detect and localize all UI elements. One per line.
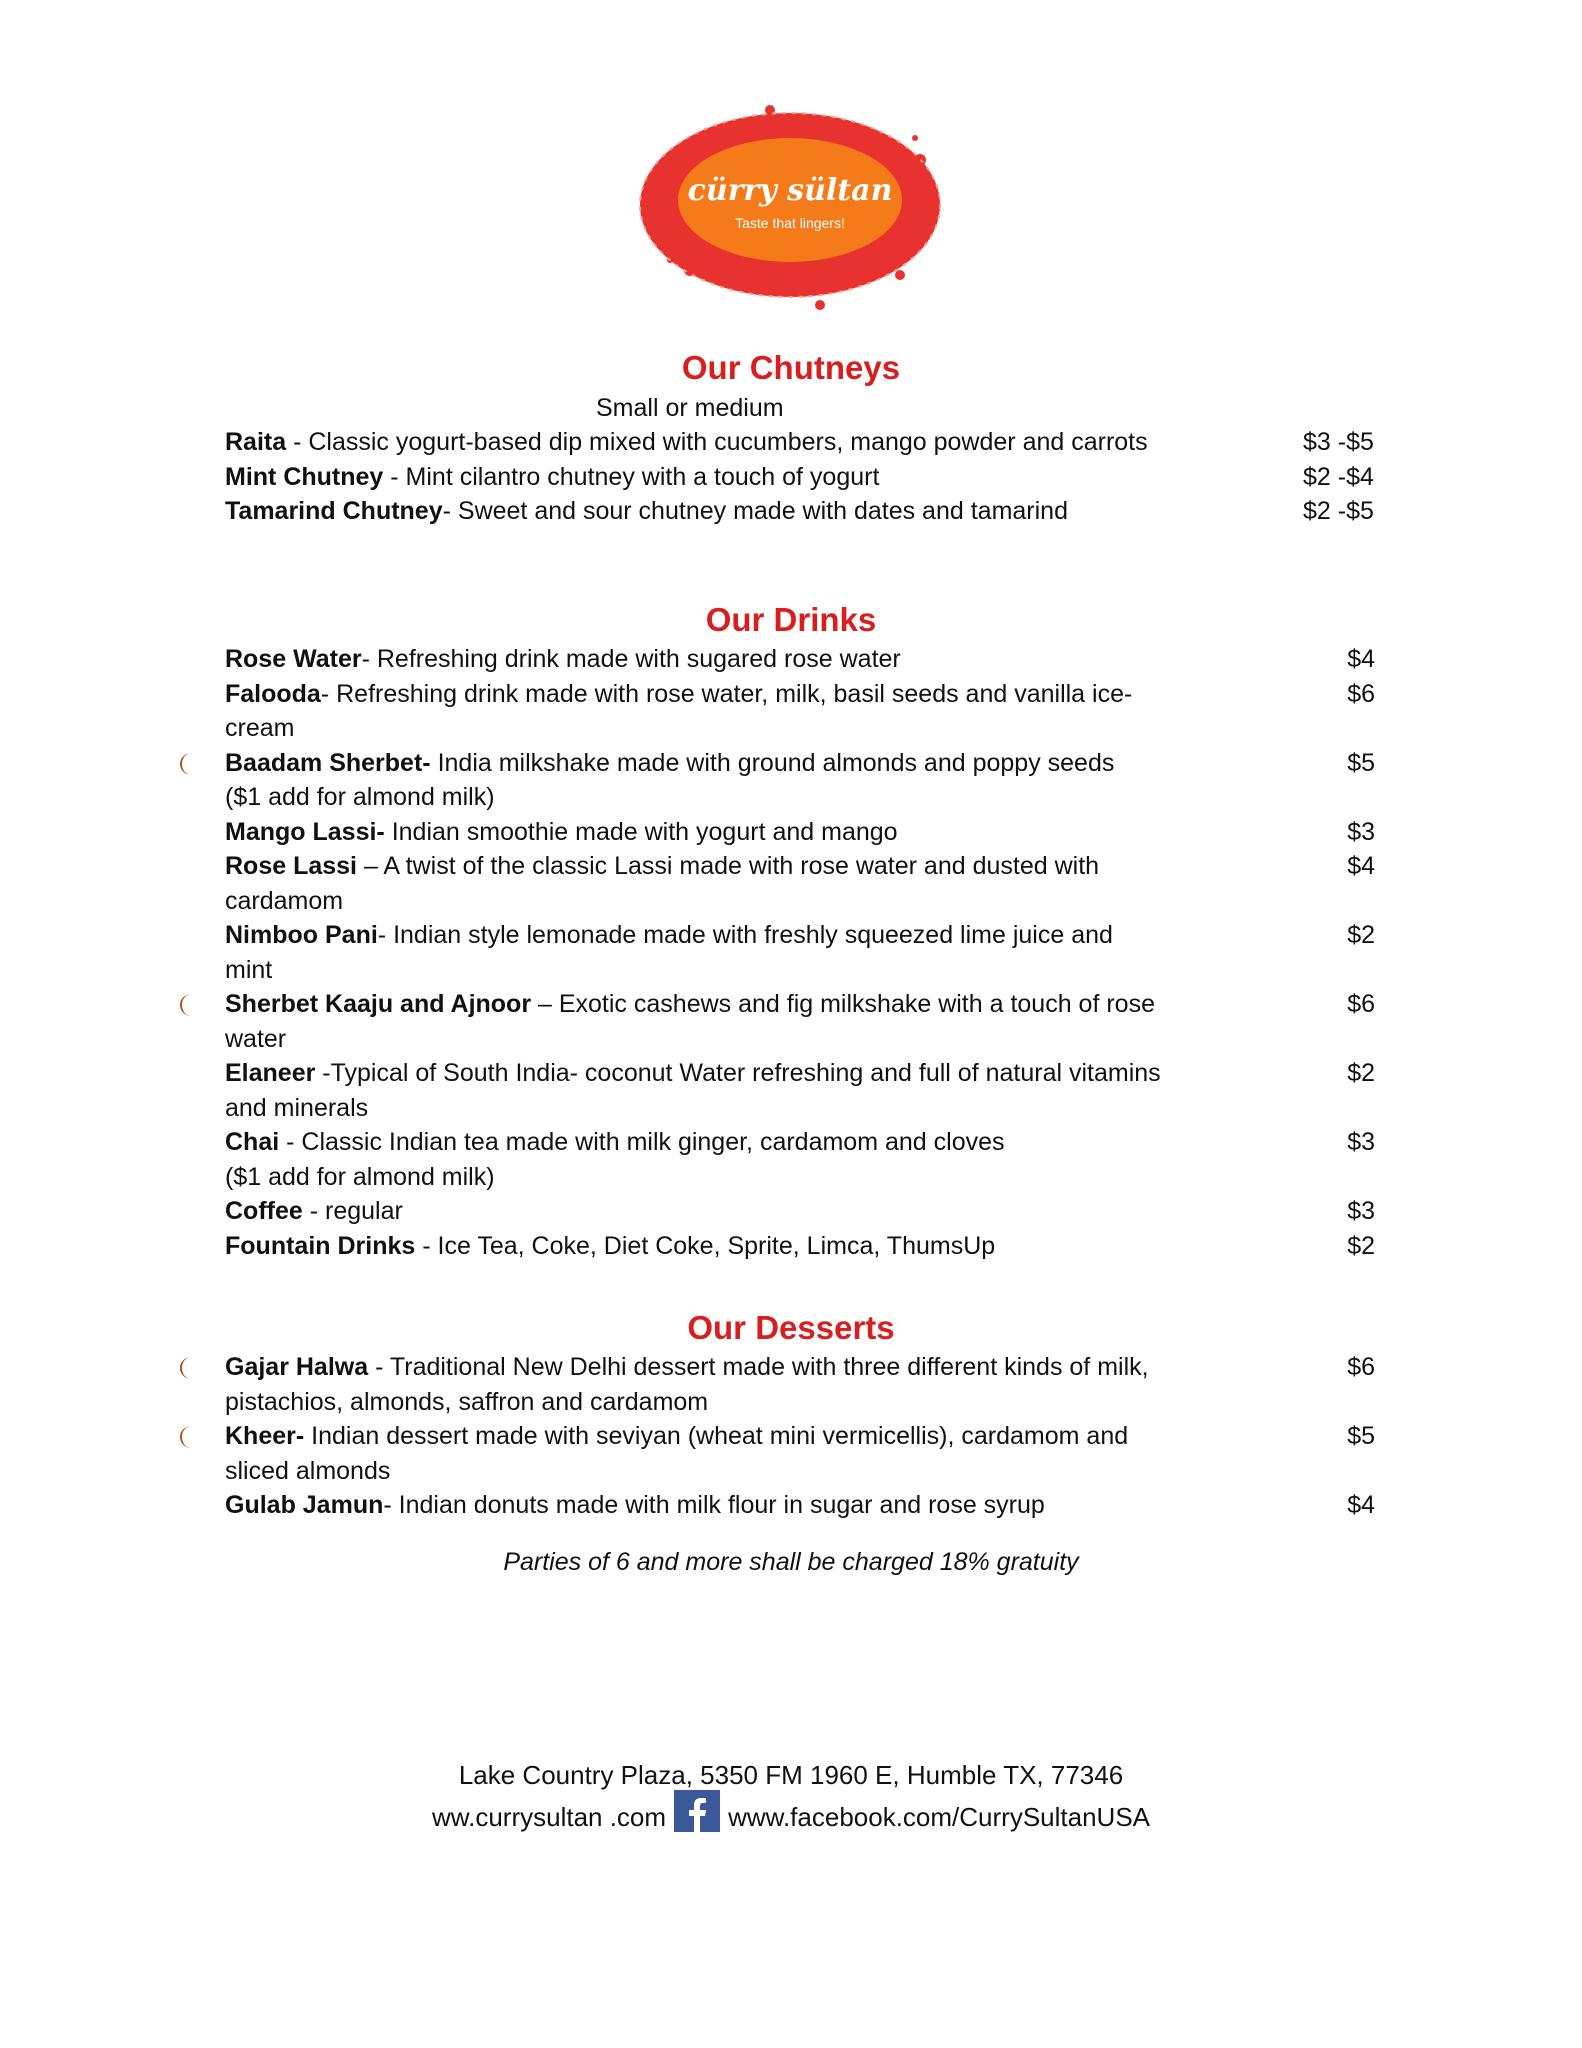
item-description: - Traditional New Delhi dessert made with three different kinds of milk, pistachios, almonds, saffron and cardamom [225,1353,1149,1416]
drinks-section-title: Our Drinks [705,601,877,638]
chutneys-list [0,425,1582,529]
crescent-moon-icon [174,751,198,777]
list-item [0,1419,1582,1488]
list-item [0,1229,1582,1264]
item-price: $6 [1347,679,1375,708]
list-item [0,815,1582,850]
item-name: Mango Lassi- [225,817,385,846]
chutneys-section-title: Our Chutneys [681,349,901,386]
item-price: $6 [1347,990,1375,1018]
item-description: - Classic Indian tea made with milk ginger, cardamom and cloves [279,1128,1005,1156]
item-price: $5 [1347,1422,1375,1450]
logo-brand-name: cürry sültan [687,173,893,208]
facebook-link[interactable]: www.facebook.com/CurrySultanUSA [728,1802,1151,1832]
item-name: Fountain Drinks [225,1231,416,1260]
item-name: Coffee [225,1197,303,1225]
logo-graphic [630,100,950,310]
item-description: - Indian donuts made with milk flour in sugar and rose syrup [383,1491,1045,1519]
item-name: Elaneer [225,1059,316,1087]
logo-tagline: Taste that lingers! [735,215,845,231]
drinks-list [0,642,1582,1263]
desserts-list [0,1350,1582,1523]
facebook-icon[interactable] [674,1790,720,1832]
list-item [0,494,1582,529]
item-name: Raita [225,428,287,456]
list-item [0,1194,1582,1229]
item-name: Baadam Sherbet- [225,748,431,777]
item-price: $3 [1347,817,1375,846]
item-description: - Sweet and sour chutney made with dates and tamarind [442,497,1068,525]
item-description: - Indian style lemonade made with freshly squeezed lime juice and mint [225,921,1113,984]
item-description: - regular [302,1197,403,1225]
website-link[interactable]: ww.currysultan .com [431,1802,667,1832]
item-price: $3 [1347,1128,1375,1156]
list-item [0,1350,1582,1419]
item-name: Nimboo Pani [225,921,378,949]
item-description: – Exotic cashews and fig milkshake with a touch of rose water [225,990,1155,1053]
item-name: Kheer- [225,1422,305,1450]
gratuity-note: Parties of 6 and more shall be charged 18% gratuity [503,1548,1079,1576]
footer-links [0,1796,1582,1838]
desserts-section-title: Our Desserts [687,1309,895,1346]
item-price: $4 [1347,645,1375,673]
list-item [0,1125,1582,1194]
item-price: $3 -$5 [1303,428,1374,456]
crescent-moon-icon [174,1355,198,1381]
item-price: $6 [1347,1353,1375,1381]
item-name: Tamarind Chutney [225,497,443,525]
list-item [0,849,1582,918]
item-description: Indian smoothie made with yogurt and mango [384,817,898,846]
item-description: India milkshake made with ground almonds and poppy seeds [430,748,1115,777]
item-description: Indian dessert made with seviyan (wheat mini vermicellis), cardamom and sliced almonds [225,1422,1129,1485]
item-description: -Typical of South India- coconut Water refreshing and full of natural vitamins and minerals [225,1059,1161,1122]
item-price: $2 [1347,1231,1375,1260]
item-price: $2 -$5 [1303,497,1374,525]
item-description: - Mint cilantro chutney with a touch of yogurt [383,462,880,491]
list-item [0,460,1582,495]
item-price: $2 [1347,921,1375,949]
curry-sultan-logo [630,100,950,310]
item-description: – A twist of the classic Lassi made with rose water and dusted with cardamom [225,852,1100,915]
item-extra: ($1 add for almond milk) [225,783,495,811]
item-price: $2 -$4 [1303,462,1374,491]
list-item [0,1488,1582,1523]
item-description: - Refreshing drink made with sugared rose water [361,645,901,673]
list-item [0,642,1582,677]
item-name: Rose Lassi [225,852,358,880]
item-description: - Ice Tea, Coke, Diet Coke, Sprite, Limca, ThumsUp [415,1231,996,1260]
list-item [0,987,1582,1056]
item-name: Falooda [225,679,321,708]
crescent-moon-icon [174,992,198,1018]
list-item [0,677,1582,746]
item-name: Gajar Halwa [225,1353,369,1381]
list-item [0,1056,1582,1125]
list-item [0,918,1582,987]
item-description: - Classic yogurt-based dip mixed with cucumbers, mango powder and carrots [286,428,1148,456]
item-name: Chai [225,1128,280,1156]
item-description: - Refreshing drink made with rose water, milk, basil seeds and vanilla ice-cream [225,679,1133,742]
item-name: Mint Chutney [225,462,384,491]
item-name: Rose Water [225,645,362,673]
item-name: Gulab Jamun [225,1491,384,1519]
item-price: $5 [1347,748,1375,777]
crescent-moon-icon [174,1424,198,1450]
list-item [0,746,1582,815]
item-price: $4 [1347,852,1375,880]
item-name: Sherbet Kaaju and Ajnoor [225,990,532,1018]
restaurant-address: Lake Country Plaza, 5350 FM 1960 E, Humble TX, 77346 [458,1760,1124,1790]
item-price: $4 [1347,1491,1375,1519]
list-item [0,425,1582,460]
item-price: $2 [1347,1059,1375,1087]
item-price: $3 [1347,1197,1375,1225]
item-extra: ($1 add for almond milk) [225,1162,495,1191]
chutneys-subtitle: Small or medium [596,394,784,422]
